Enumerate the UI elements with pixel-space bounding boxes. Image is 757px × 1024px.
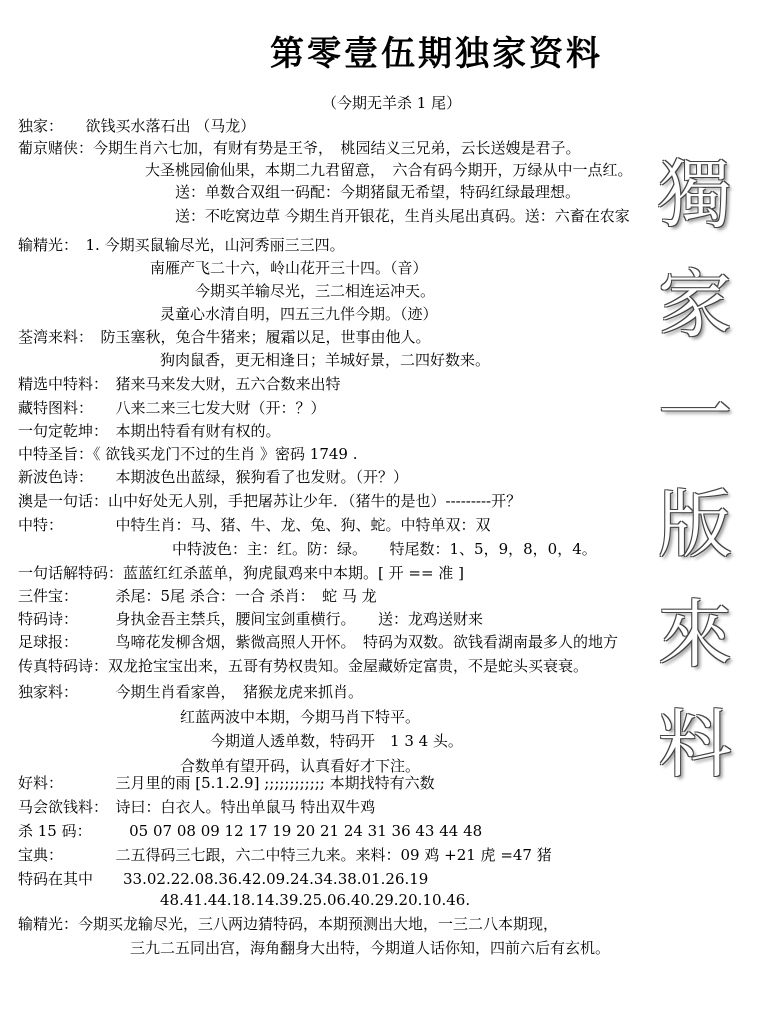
watermark-char: 版 [658, 482, 732, 568]
text-line: 新波色诗： 本期波色出蓝绿，猴狗看了也发财。（开？） [18, 468, 409, 486]
text-line: 中特： 中特生肖：马、猪、牛、龙、兔、狗、蛇。中特单双：双 [18, 516, 491, 534]
text-line: 红蓝两波中本期，今期马肖下特平。 [180, 708, 421, 726]
text-line: 今期买羊输尽光，三二相连运冲天。 [195, 282, 436, 300]
text-line: 中特圣旨：《 欲钱买龙门不过的生肖 》密码 1749 . [18, 445, 358, 463]
text-line: 灵童心水清自明，四五三九伴今期。（迹） [160, 305, 438, 323]
text-line: 送：不吃窝边草 今期生肖开银花，生肖头尾出真码。送：六畜在农家 [175, 207, 630, 225]
text-line: 传真特码诗：双龙抢宝宝出来，五哥有势权贵知。金屋藏娇定富贵，不是蛇头买衰衰。 [18, 657, 589, 675]
text-line: 藏特图料： 八来二来三七发大财（开：？） [18, 399, 326, 417]
text-line: 三九二五同出宫，海角翻身大出特，今期道人话你知，四前六后有玄机。 [130, 939, 611, 957]
text-line: 一句定乾坤： 本期出特看有财有权的。 [18, 422, 281, 440]
text-line: 精选中特料： 猪来马来发大财，五六合数来出特 [18, 375, 341, 393]
text-line: 一句话解特码：蓝蓝红红杀蓝单，狗虎鼠鸡来中本期。[ 开 == 准 ] [18, 564, 464, 582]
watermark-char: 料 [658, 702, 732, 788]
text-line: 澳是一句话：山中好处无人别，手把屠苏让少年．（猪牛的是也）---------开？ [18, 492, 522, 510]
text-line: 狗肉鼠香，更无相逢日；羊城好景，二四好数来。 [160, 351, 491, 369]
watermark-char: 來 [658, 592, 732, 678]
text-line: 南雁产飞二十六，岭山花开三十四。（音） [150, 259, 428, 277]
text-line: 好料： 三月里的雨 [5.1.2.9] ;;;;;;;;;;;; 本期找特有六数 [18, 774, 435, 792]
text-line: 独家料： 今期生肖看家兽， 猪猴龙虎来抓肖。 [18, 683, 364, 701]
text-line: 中特波色：主：红。防：绿。 特尾数：1、5，9，8，0，4。 [172, 540, 597, 558]
text-line: 独家： 欲钱买水落石出 （马龙） [18, 117, 256, 135]
text-line: 合数单有望开码，认真看好才下注。 [180, 757, 421, 775]
text-line: 宝典： 二五得码三七跟，六二中特三九来。来料：09 鸡 +21 虎 =47 猪 [18, 846, 552, 864]
text-line: 输精光：今期买龙输尽光，三八两边猜特码，本期预测出大地，一三二八本期现， [18, 915, 559, 933]
text-line: 杀 15 码： 05 07 08 09 12 17 19 20 21 24 31 36 43 44 48 [18, 822, 483, 840]
watermark-char: 家 [658, 262, 732, 348]
page-title: 第零壹伍期独家资料 [270, 34, 603, 74]
text-line: 特码诗： 身执金吾主禁兵，腰间宝剑重横行。 送：龙鸡送财来 [18, 610, 484, 628]
text-line: 马会欲钱料： 诗曰：白衣人。特出单鼠马 特出双牛鸡 [18, 798, 376, 816]
text-line: 48.41.44.18.14.39.25.06.40.29.20.10.46. [160, 891, 471, 909]
watermark [640, 140, 750, 800]
text-line: 今期道人透单数，特码开 1 3 4 头。 [210, 732, 463, 750]
text-line: 荃湾来料： 防玉塞秋，兔合牛猪来；履霜以足，世事由他人。 [18, 328, 431, 346]
text-line: 输精光： 1. 今期买鼠输尽光，山河秀丽三三四。 [18, 236, 345, 254]
watermark-char: 獨 [658, 152, 732, 238]
text-line: 送：单数合双组一码配：今期猪鼠无希望，特码红绿最理想。 [175, 183, 581, 201]
page-subtitle: （今期无羊杀 1 尾） [322, 94, 462, 112]
text-line: 大圣桃园偷仙果，本期二九君留意， 六合有码今期开，万绿从中一点红。 [145, 161, 633, 179]
text-line: 足球报： 鸟啼花发柳含烟，紫微高照人开怀。 特码为双数。欲钱看湖南最多人的地方 [18, 633, 619, 651]
watermark-char: 一 [658, 372, 732, 458]
text-line: 三件宝： 杀尾：5尾 杀合：一合 杀肖： 蛇 马 龙 [18, 587, 377, 605]
text-line: 葡京赌侠：今期生肖六七加，有财有势是王爷， 桃园结义三兄弟，云长送嫂是君子。 [18, 139, 581, 157]
text-line: 特码在其中 33.02.22.08.36.42.09.24.34.38.01.26.19 [18, 870, 429, 888]
